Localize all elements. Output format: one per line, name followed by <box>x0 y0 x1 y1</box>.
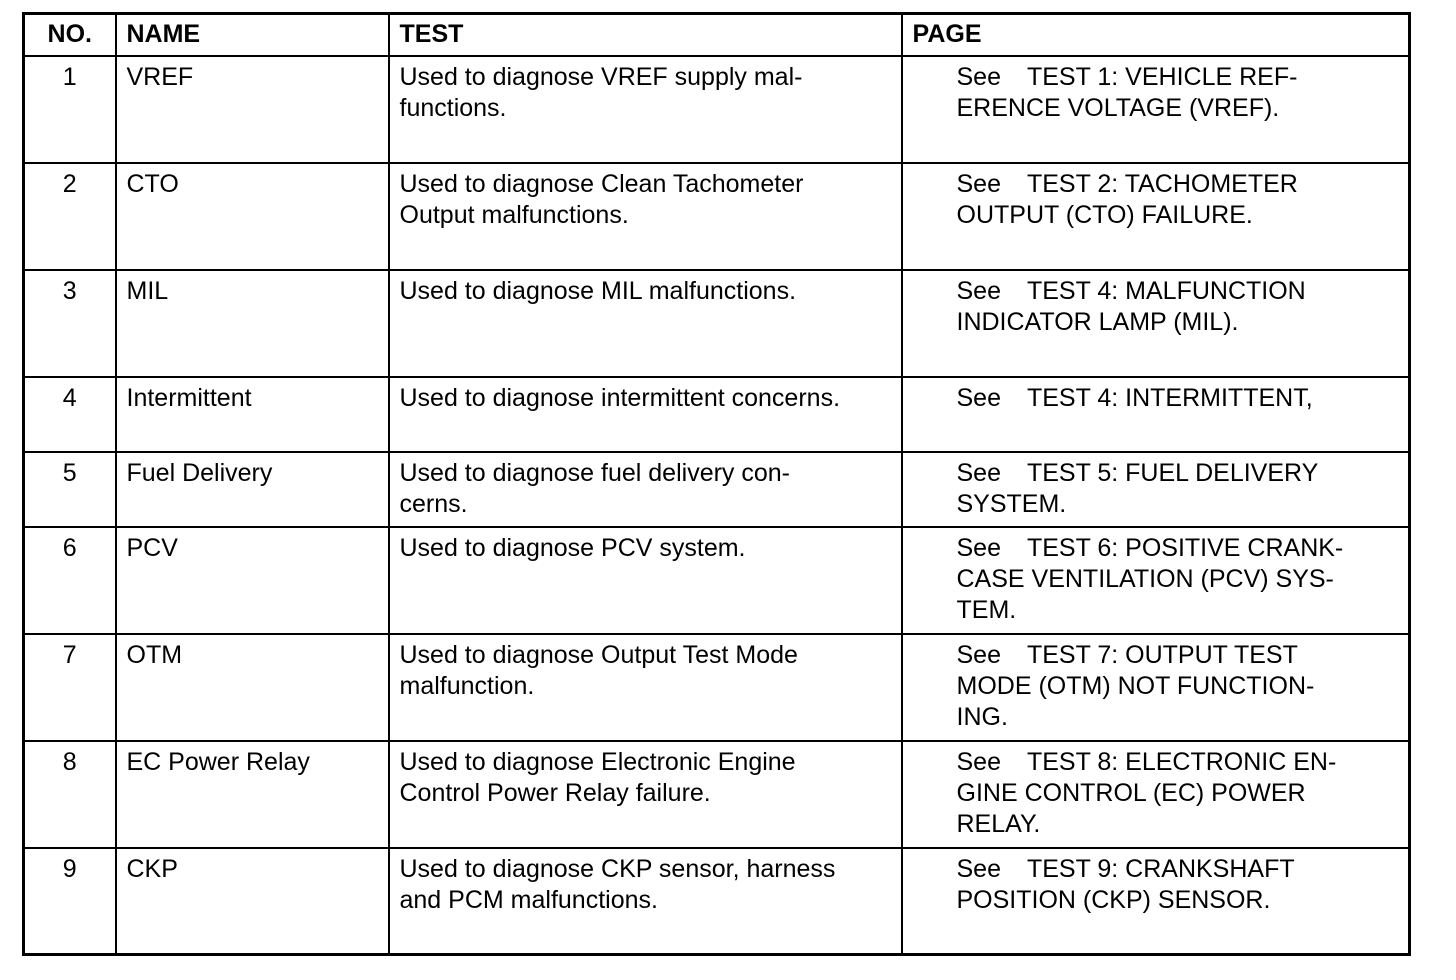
page-reference-first-line <box>953 458 1399 489</box>
row-number: 6 <box>24 527 116 634</box>
page-reference-line: POSITION (CKP) SENSOR. <box>956 885 1271 914</box>
page-reference-line: OUTPUT (CTO) FAILURE. <box>956 200 1253 229</box>
row-page-reference <box>902 452 1410 527</box>
test-description-line: malfunction. <box>399 671 535 700</box>
page-reference-text: TEST 4: MALFUNCTION <box>1026 276 1306 305</box>
test-description-line: Used to diagnose Clean Tachometer <box>399 169 804 198</box>
row-number: 1 <box>24 56 116 163</box>
row-name: MIL <box>116 270 389 377</box>
row-name: PCV <box>116 527 389 634</box>
page-reference-text: TEST 4: INTERMITTENT, <box>1026 383 1313 412</box>
test-description-line: Used to diagnose fuel delivery con- <box>399 458 791 487</box>
table-row <box>24 848 1410 955</box>
test-description-line: functions. <box>399 93 507 122</box>
test-description-line: Used to diagnose CKP sensor, harness <box>399 854 836 883</box>
row-name: CKP <box>116 848 389 955</box>
test-description-line: Used to diagnose intermittent concerns. <box>399 383 841 412</box>
test-description-line: cerns. <box>399 489 468 518</box>
table-row <box>24 634 1410 741</box>
page-reference-line: RELAY. <box>956 809 1041 838</box>
row-number: 8 <box>24 741 116 848</box>
page-reference-text: TEST 2: TACHOMETER <box>1026 169 1298 198</box>
page-reference-line: SYSTEM. <box>956 489 1067 518</box>
row-number: 2 <box>24 163 116 270</box>
row-name: Fuel Delivery <box>116 452 389 527</box>
row-number: 4 <box>24 377 116 452</box>
row-page-reference <box>902 848 1410 955</box>
row-name: VREF <box>116 56 389 163</box>
page-reference-text: TEST 6: POSITIVE CRANK- <box>1026 533 1344 562</box>
row-test-description <box>389 741 902 848</box>
row-name: OTM <box>116 634 389 741</box>
page-reference-text: TEST 1: VEHICLE REF- <box>1026 62 1298 91</box>
test-description-line: Used to diagnose PCV system. <box>399 533 746 562</box>
table-body <box>24 56 1410 955</box>
see-label: See <box>956 458 1001 487</box>
row-number: 5 <box>24 452 116 527</box>
test-description-line: Used to diagnose MIL malfunctions. <box>399 276 797 305</box>
row-number: 3 <box>24 270 116 377</box>
page-reference-line: INDICATOR LAMP (MIL). <box>956 307 1239 336</box>
header-name: NAME <box>116 14 389 56</box>
page-reference-line: ERENCE VOLTAGE (VREF). <box>956 93 1280 122</box>
table-row <box>24 270 1410 377</box>
row-test-description <box>389 848 902 955</box>
table-header-row <box>24 14 1410 56</box>
page-reference-line: GINE CONTROL (EC) POWER <box>956 778 1306 807</box>
page-reference-first-line <box>953 62 1399 93</box>
table-row <box>24 377 1410 452</box>
row-test-description <box>389 270 902 377</box>
header-no: NO. <box>24 14 116 56</box>
page-reference-text: TEST 8: ELECTRONIC EN- <box>1026 747 1337 776</box>
row-test-description <box>389 452 902 527</box>
header-page: PAGE <box>902 14 1410 56</box>
page-reference-line: ING. <box>956 702 1008 731</box>
header-test: TEST <box>389 14 902 56</box>
row-page-reference <box>902 527 1410 634</box>
page-reference-first-line <box>953 169 1399 200</box>
test-reference-table <box>22 12 1411 956</box>
page-reference-first-line <box>953 854 1399 885</box>
row-test-description <box>389 56 902 163</box>
table-row <box>24 56 1410 163</box>
row-page-reference <box>902 56 1410 163</box>
see-label: See <box>956 533 1001 562</box>
row-name: EC Power Relay <box>116 741 389 848</box>
table-row <box>24 452 1410 527</box>
page-reference-line: MODE (OTM) NOT FUNCTION- <box>956 671 1315 700</box>
row-page-reference <box>902 741 1410 848</box>
table-row <box>24 527 1410 634</box>
page-reference-text: TEST 7: OUTPUT TEST <box>1026 640 1298 669</box>
table-row <box>24 163 1410 270</box>
see-label: See <box>956 747 1001 776</box>
test-description-line: Used to diagnose Electronic Engine <box>399 747 796 776</box>
see-label: See <box>956 169 1001 198</box>
page-reference-text: TEST 5: FUEL DELIVERY <box>1026 458 1319 487</box>
see-label: See <box>956 62 1001 91</box>
page-reference-first-line <box>953 533 1399 564</box>
see-label: See <box>956 276 1001 305</box>
table-row <box>24 741 1410 848</box>
test-description-line: Control Power Relay failure. <box>399 778 711 807</box>
row-page-reference <box>902 163 1410 270</box>
row-name: CTO <box>116 163 389 270</box>
page-reference-first-line <box>953 640 1399 671</box>
test-description-line: Used to diagnose Output Test Mode <box>399 640 798 669</box>
page-reference-first-line <box>953 383 1399 414</box>
row-page-reference <box>902 377 1410 452</box>
row-page-reference <box>902 270 1410 377</box>
row-test-description <box>389 163 902 270</box>
row-number: 9 <box>24 848 116 955</box>
page-reference-first-line <box>953 747 1399 778</box>
see-label: See <box>956 383 1001 412</box>
page-reference-line: CASE VENTILATION (PCV) SYS- <box>956 564 1334 593</box>
page-reference-line: TEM. <box>956 595 1017 624</box>
page-reference-text: TEST 9: CRANKSHAFT <box>1026 854 1295 883</box>
row-test-description <box>389 527 902 634</box>
row-page-reference <box>902 634 1410 741</box>
test-description-line: Output malfunctions. <box>399 200 629 229</box>
row-name: Intermittent <box>116 377 389 452</box>
see-label: See <box>956 854 1001 883</box>
page-reference-first-line <box>953 276 1399 307</box>
row-number: 7 <box>24 634 116 741</box>
test-description-line: Used to diagnose VREF supply mal- <box>399 62 803 91</box>
see-label: See <box>956 640 1001 669</box>
test-description-line: and PCM malfunctions. <box>399 885 658 914</box>
row-test-description <box>389 634 902 741</box>
row-test-description <box>389 377 902 452</box>
